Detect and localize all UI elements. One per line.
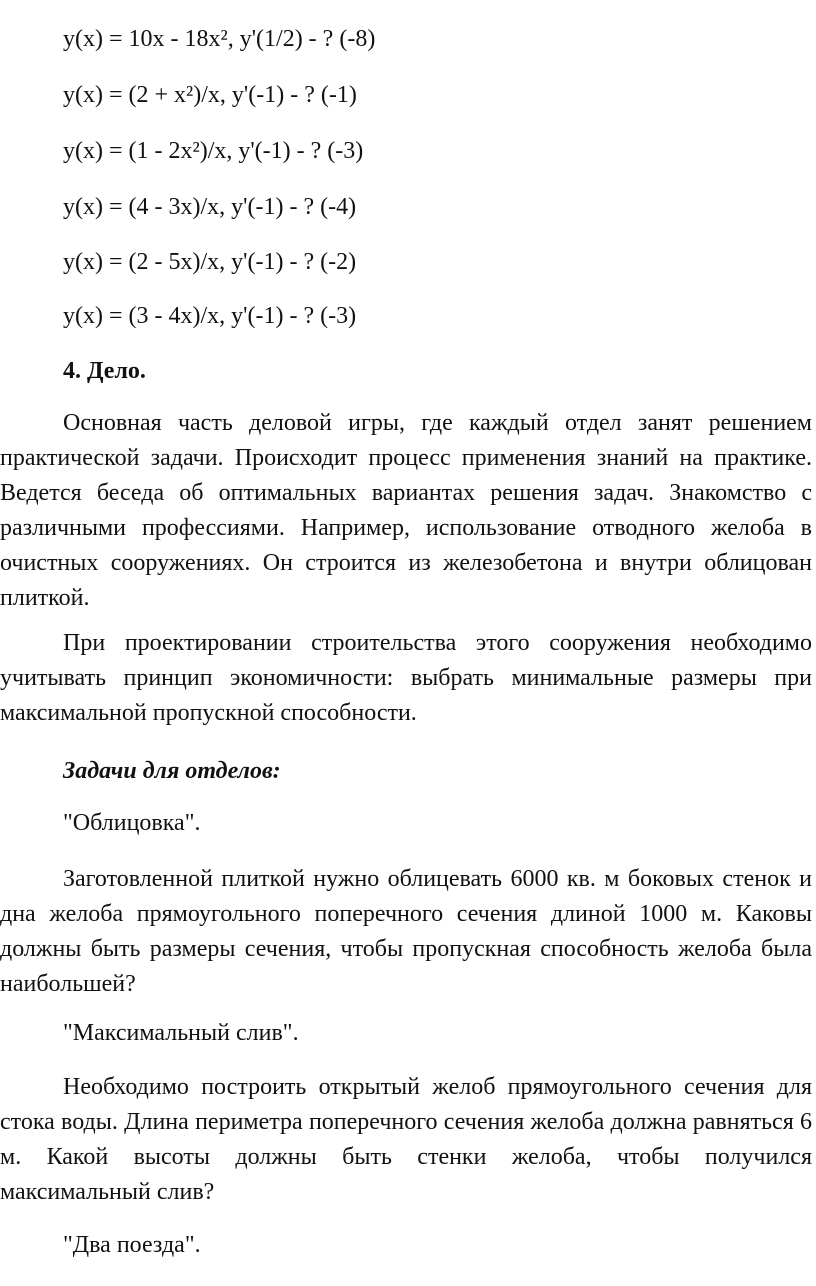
task-title: "Облицовка".	[63, 810, 201, 836]
formula-line: y(x) = (3 - 4x)/x, y'(-1) - ? (-3)	[63, 303, 357, 329]
intro-paragraph: Основная часть деловой игры, где каждый отдел занят решением практической задачи. Происходит процесс применения знаний на практике. Ведется беседа об оптимальных вариантах решения задач. Знакомство с различными профессиями. Например, использование отводного желоба в очистных сооружениях. Он строится из железобетона и внутри облицован плиткой.	[0, 410, 812, 611]
formula-line: y(x) = (1 - 2x²)/x, y'(-1) - ? (-3)	[63, 138, 364, 164]
design-paragraph: При проектировании строительства этого сооружения необходимо учитывать принцип экономичности: выбрать минимальные размеры при максимальной пропускной способности.	[0, 630, 812, 726]
formula-line: y(x) = (4 - 3x)/x, y'(-1) - ? (-4)	[63, 194, 357, 220]
tasks-heading: Задачи для отделов:	[63, 758, 281, 784]
task-text: Заготовленной плиткой нужно облицевать 6000 кв. м боковых стенок и дна желоба прямоугольного поперечного сечения длиной 1000 м. Каковы должны быть размеры сечения, чтобы пропускная способность желоба была наибольшей?	[0, 866, 812, 997]
formula-line: y(x) = (2 + x²)/x, y'(-1) - ? (-1)	[63, 82, 357, 108]
formula-line: y(x) = (2 - 5x)/x, y'(-1) - ? (-2)	[63, 249, 357, 275]
task-text: Необходимо построить открытый желоб прямоугольного сечения для стока воды. Длина периметра поперечного сечения желоба должна равняться 6 м. Какой высоты должны быть стенки желоба, чтобы получился максимальный слив?	[0, 1074, 812, 1205]
section-heading: 4. Дело.	[63, 358, 146, 384]
task-title: "Два поезда".	[63, 1232, 201, 1258]
formula-line: y(x) = 10x - 18x², y'(1/2) - ? (-8)	[63, 26, 376, 52]
task-title: "Максимальный слив".	[63, 1020, 299, 1046]
